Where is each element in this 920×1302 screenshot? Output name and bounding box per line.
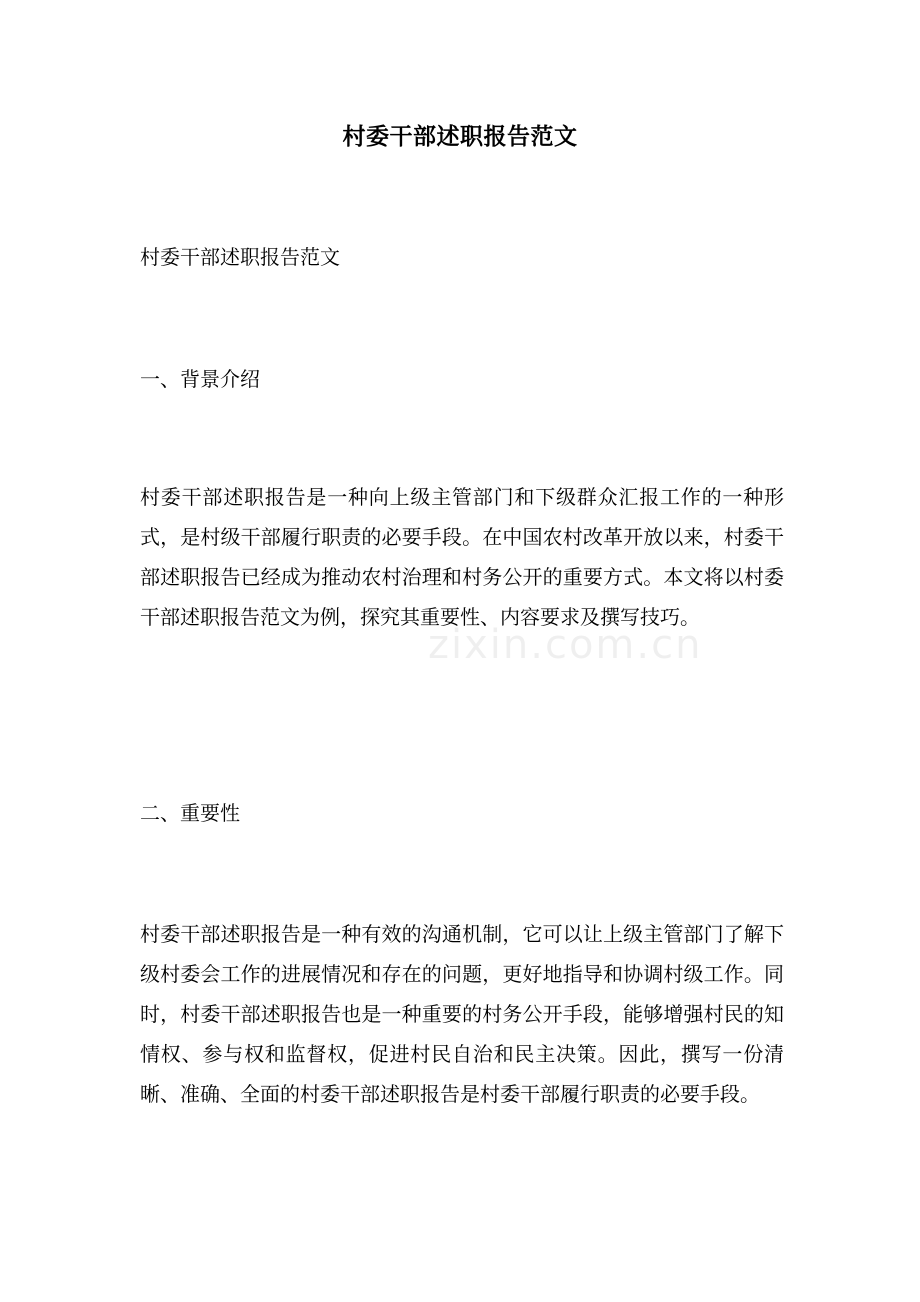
section-heading-importance: 二、重要性 bbox=[140, 801, 240, 825]
section-paragraph-importance: 村委干部述职报告是一种有效的沟通机制，它可以让上级主管部门了解下级村委会工作的进展情况和存在的问题，更好地指导和协调村级工作。同时，村委干部述职报告也是一种重要的村务公开手段，能够增强村民的知情权、参与权和监督权，促进村民自治和民主决策。因此，撰写一份清晰、准确、全面的村委干部述职报告是村委干部履行职责的必要手段。 bbox=[140, 922, 784, 1106]
section-paragraph-background: 村委干部述职报告是一种向上级主管部门和下级群众汇报工作的一种形式，是村级干部履行职责的必要手段。在中国农村改革开放以来，村委干部述职报告已经成为推动农村治理和村务公开的重要方式。本文将以村委干部述职报告范文为例，探究其重要性、内容要求及撰写技巧。 bbox=[140, 485, 784, 629]
section-heading-background: 一、背景介绍 bbox=[140, 367, 260, 391]
document-title: 村委干部述职报告范文 bbox=[342, 123, 578, 150]
watermark: zixin.com.cn bbox=[428, 622, 703, 668]
document-subtitle: 村委干部述职报告范文 bbox=[140, 245, 340, 269]
